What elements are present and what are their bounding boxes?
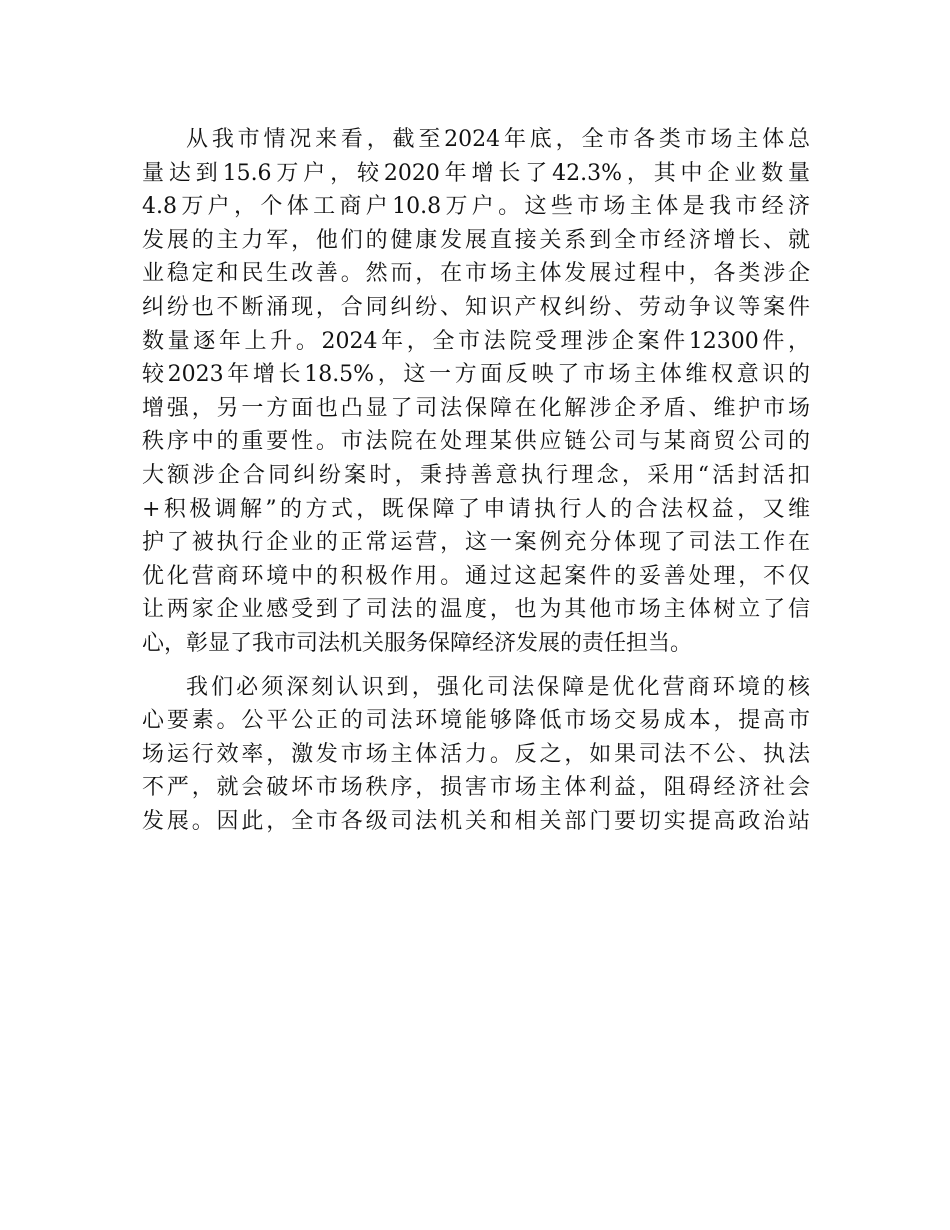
text-line: 数量逐年上升。2024年，全市法院受理涉企案件12300件， bbox=[142, 328, 810, 354]
text-line: 场运行效率，激发市场主体活力。反之，如果司法不公、执法 bbox=[142, 741, 810, 767]
document-body bbox=[142, 123, 810, 838]
text-line: 较2023年增长18.5%，这一方面反映了市场主体维权意识的 bbox=[142, 362, 810, 388]
text-line: 心要素。公平公正的司法环境能够降低市场交易成本，提高市 bbox=[142, 708, 810, 734]
text-line: 4.8万户，个体工商户10.8万户。这些市场主体是我市经济 bbox=[142, 194, 810, 220]
text-line: 量达到15.6万户，较2020年增长了42.3%，其中企业数量 bbox=[142, 160, 810, 186]
text-line: 发展的主力军，他们的健康发展直接关系到全市经济增长、就 bbox=[142, 227, 810, 253]
text-line: 秩序中的重要性。市法院在处理某供应链公司与某商贸公司的 bbox=[142, 429, 810, 455]
text-line: 发展。因此，全市各级司法机关和相关部门要切实提高政治站 bbox=[142, 808, 810, 834]
text-line: 心，彰显了我市司法机关服务保障经济发展的责任担当。 bbox=[142, 630, 693, 656]
paragraph-1 bbox=[142, 123, 810, 661]
text-line: 优化营商环境中的积极作用。通过这起案件的妥善处理，不仅 bbox=[142, 563, 810, 589]
paragraph-2 bbox=[142, 671, 810, 839]
text-line: 增强，另一方面也凸显了司法保障在化解涉企矛盾、维护市场 bbox=[142, 395, 810, 421]
text-line: 护了被执行企业的正常运营，这一案例充分体现了司法工作在 bbox=[142, 530, 810, 556]
text-line: 让两家企业感受到了司法的温度，也为其他市场主体树立了信 bbox=[142, 597, 810, 623]
text-line: 大额涉企合同纠纷案时，秉持善意执行理念，采用“活封活扣 bbox=[142, 462, 810, 488]
paragraph-gap bbox=[142, 661, 810, 671]
text-line: 我们必须深刻认识到，强化司法保障是优化营商环境的核 bbox=[186, 674, 810, 700]
text-line: +积极调解”的方式，既保障了申请执行人的合法权益，又维 bbox=[142, 496, 810, 522]
text-line: 业稳定和民生改善。然而，在市场主体发展过程中，各类涉企 bbox=[142, 261, 810, 287]
text-line: 从我市情况来看，截至2024年底，全市各类市场主体总 bbox=[186, 127, 810, 152]
text-line: 纠纷也不断涌现，合同纠纷、知识产权纠纷、劳动争议等案件 bbox=[142, 294, 810, 320]
text-line: 不严，就会破坏市场秩序，损害市场主体利益，阻碍经济社会 bbox=[142, 775, 810, 801]
